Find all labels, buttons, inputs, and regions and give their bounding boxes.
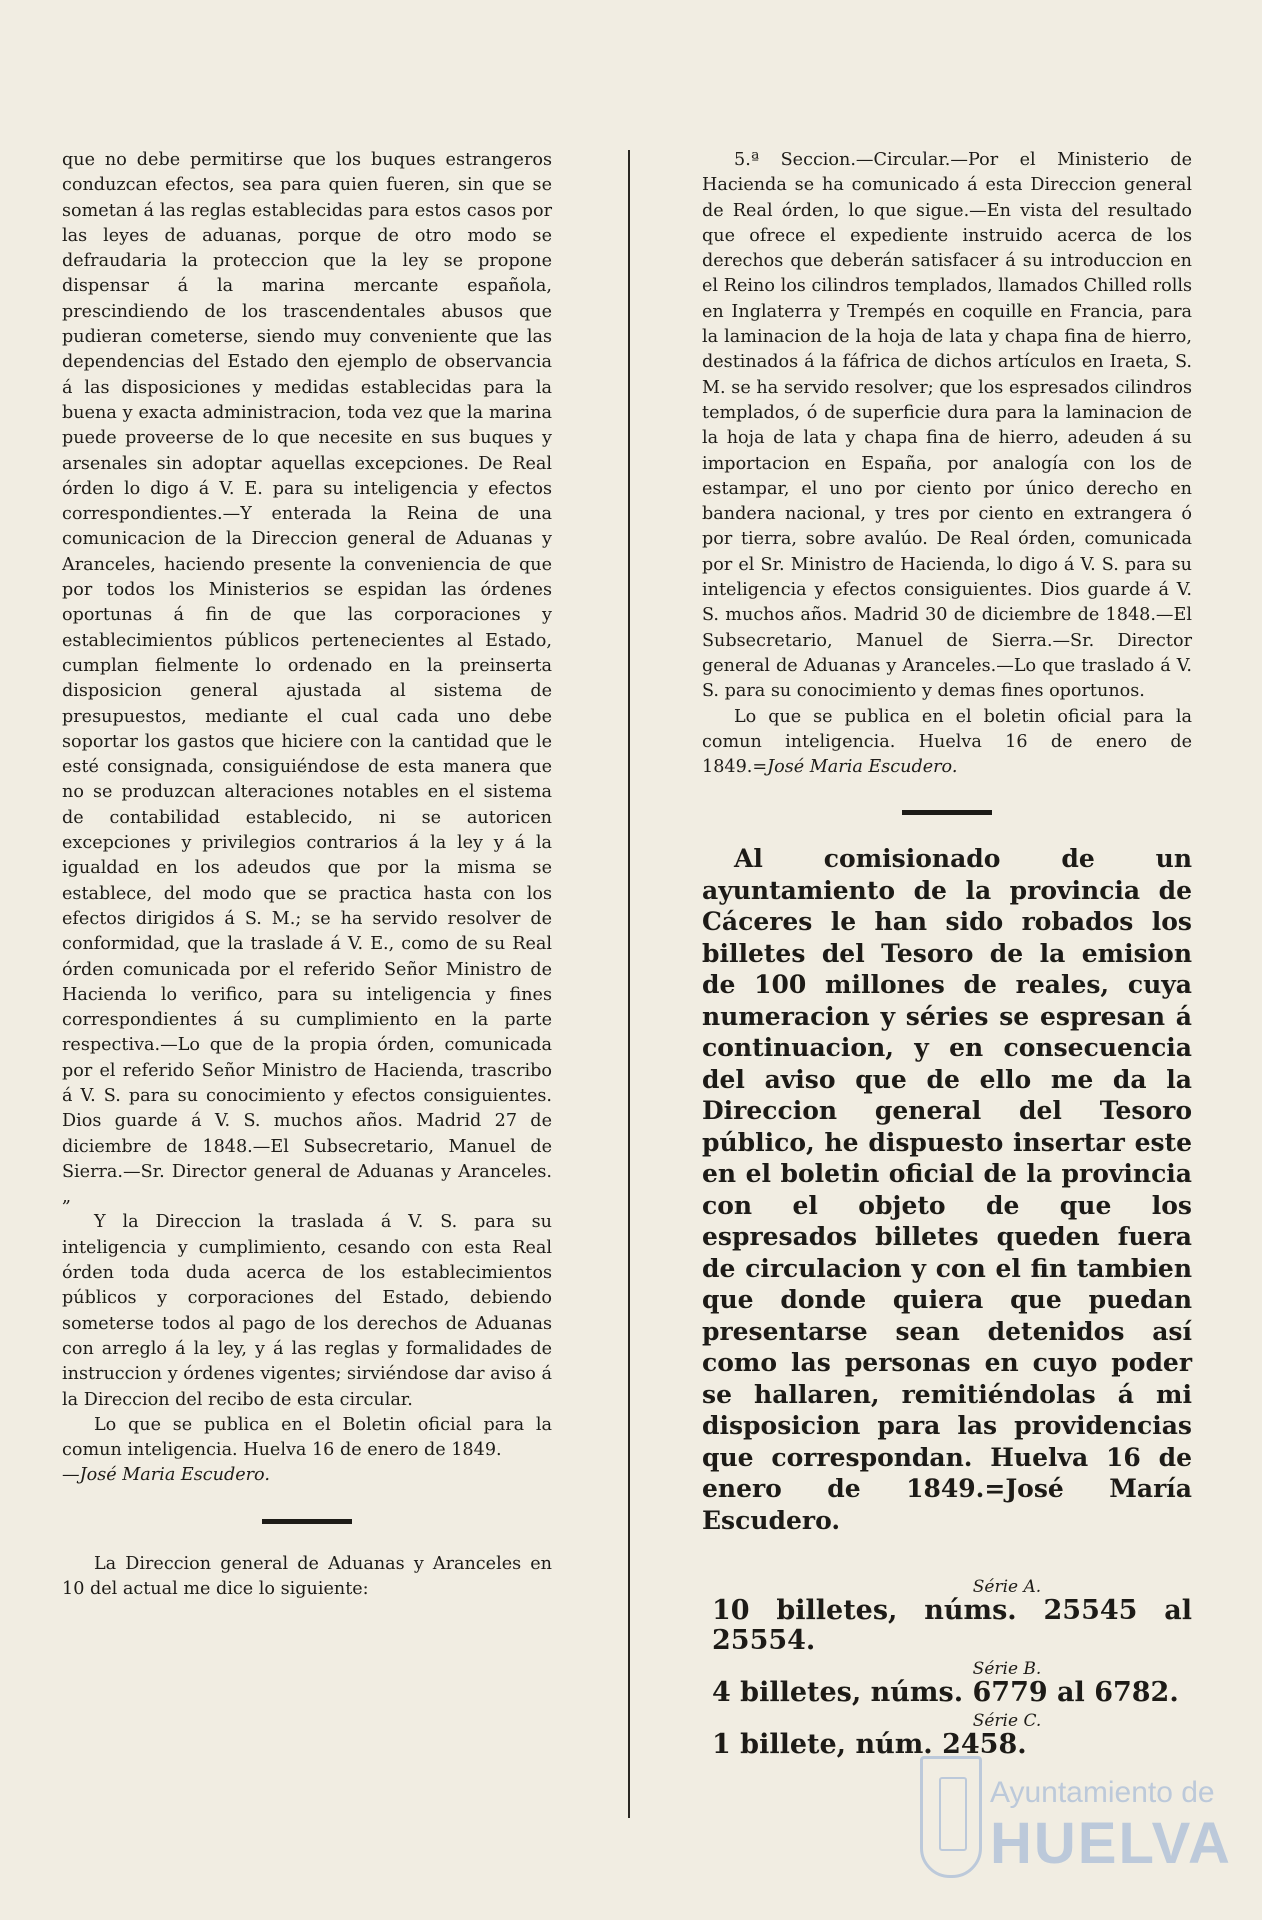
serie-b: [702, 1660, 1192, 1708]
notice-separator: [902, 810, 992, 815]
watermark-line-1: Ayuntamiento de: [990, 1776, 1215, 1809]
left-paragraph-3-signature: —José Maria Escudero.: [62, 1465, 270, 1486]
left-paragraph-3-text: Lo que se publica en el Boletin oficial para la comun inteligencia. Huelva 16 de enero de 1849.: [62, 1414, 552, 1461]
serie-a-label: Série A.: [972, 1577, 1042, 1598]
left-column: [62, 148, 552, 1602]
right-paragraph-2-signature: =José Maria Escudero.: [752, 757, 958, 778]
shield-icon: [920, 1756, 982, 1878]
stolen-bills-notice: Al comisionado de un ayuntamiento de la provincia de Cáceres le han sido robados los billetes del Tesoro de la emision de 100 millones de reales, cuya numeracion y séries se espresan á continuacion, y en consecuencia del aviso que de ello me da la Direccion general del Tesoro público, he dispuesto insertar este en el boletin oficial de la provincia con el objeto de que los espresados billetes queden fuera de circulacion y con el fin tambien que donde quiera que puedan presentarse sean detenidos así como las personas en cuyo poder se hallaren, remitiéndolas á mi disposicion para las providencias que correspondan. Huelva 16 de enero de 1849.=José María Escudero.: [702, 844, 1192, 1535]
watermark-line-2: HUELVA: [990, 1811, 1232, 1876]
left-paragraph-3: [62, 1413, 552, 1489]
huelva-watermark: [920, 1756, 1240, 1886]
serie-c: [702, 1712, 1192, 1760]
right-paragraph-1: 5.ª Seccion.—Circular.—Por el Ministerio de Hacienda se ha comunicado á esta Direccion general de Real órden, lo que sigue.—En vista del resultado que ofrece el expediente instruido acerca de los derechos que deberán satisfacer á su introduccion en el Reino los cilindros templados, llamados Chilled rolls en Inglaterra y Trempés en coquille en Francia, para la laminacion de la hoja de lata y chapa fina de hierro, destinados á la fáfrica de dichos artículos en Iraeta, S. M. se ha servido resolver; que los espresados cilindros templados, ó de superficie dura para la laminacion de la hoja de lata y chapa fina de hierro, adeuden á su importacion en España, por analogía con los de estampar, el uno por ciento por único derecho en bandera nacional, y tres por ciento en extrangera ó por tierra, sobre avalúo. De Real órden, comunicada por el Sr. Ministro de Hacienda, lo digo á V. S. para su inteligencia y efectos consiguientes. Dios guarde á V. S. muchos años. Madrid 30 de diciembre de 1848.—El Subsecretario, Manuel de Sierra.—Sr. Director general de Aduanas y Aranceles.—Lo que traslado á V. S. para su conocimiento y demas fines oportunos.: [702, 150, 1192, 702]
left-paragraph-2: Y la Direccion la traslada á V. S. para su inteligencia y cumplimiento, cesando con esta Real órden toda duda acerca de los establecimientos públicos y corporaciones del Estado, debiendo someterse todos al pago de los derechos de Aduanas con arreglo á la ley, y á las reglas y formalidades de instruccion y órdenes vigentes; sirviéndose dar aviso á la Direccion del recibo de esta circular.: [62, 1212, 552, 1410]
serie-a-line: 10 billetes, núms. 25545 al 25554.: [712, 1595, 1192, 1657]
serie-c-label: Série C.: [972, 1711, 1042, 1732]
right-paragraph-2-text: Lo que se publica en el boletin oficial para la comun inteligencia. Huelva 16 de enero de 1849.: [702, 706, 1192, 778]
column-divider: [628, 150, 630, 1818]
right-column: [702, 148, 1192, 1760]
left-paragraph-1: que no debe permitirse que los buques estrangeros conduzcan efectos, sea para quien fueren, sin que se sometan á las reglas establecidas para estos casos por las leyes de aduanas, porque de otro modo se defraudaria la proteccion que la ley se propone dispensar á la marina mercante española, prescindiendo de los trascendentales abusos que pudieran cometerse, siendo muy conveniente que las dependencias del Estado den ejemplo de observancia á las disposiciones y medidas establecidas para la buena y exacta administracion, toda vez que la marina puede proveerse de lo que necesite en sus buques y arsenales sin adoptar aquellas excepciones. De Real órden lo digo á V. E. para su inteligencia y efectos correspondientes.—Y enterada la Reina de una comunicacion de la Direccion general de Aduanas y Aranceles, haciendo presente la conveniencia de que por todos los Ministerios se espidan las órdenes oportunas á fin de que las corporaciones y establecimientos públicos pertenecientes al Estado, cumplan fielmente lo ordenado en la preinserta disposicion general ajustada al sistema de presupuestos, mediante el cual cada uno debe soportar los gastos que hiciere con la cantidad que le esté consignada, consiguiéndose de esta manera que no se produzcan alteraciones notables en el sistema de contabilidad establecido, ni se autoricen excepciones y privilegios contrarios á la ley y á la igualdad en los adeudos que por la misma se establece, del modo que se practica hasta con los efectos dirigidos á S. M.; se ha servido resolver de conformidad, que la traslade á V. E., como de su Real órden comunicada por el referido Señor Ministro de Hacienda lo verifico, para su inteligencia y fines correspondientes á su cumplimiento en la parte respectiva.—Lo que de la propia órden, comunicada por el referido Señor Ministro de Hacienda, trascribo á V. S. para su conocimiento y efectos consiguientes. Dios guarde á V. S. muchos años. Madrid 27 de diciembre de 1848.—El Subsecretario, Manuel de Sierra.—Sr. Director general de Aduanas y Aranceles. „: [62, 150, 552, 1208]
serie-b-label: Série B.: [972, 1659, 1042, 1680]
right-paragraph-2: [702, 705, 1192, 781]
serie-a: [702, 1578, 1192, 1656]
serie-c-line: 1 billete, núm. 2458.: [712, 1729, 1027, 1761]
left-paragraph-4: La Direccion general de Aduanas y Aranceles en 10 del actual me dice lo siguiente:: [62, 1553, 552, 1600]
serie-b-line: 4 billetes, núms. 6779 al 6782.: [712, 1677, 1179, 1709]
section-separator: [262, 1519, 352, 1524]
